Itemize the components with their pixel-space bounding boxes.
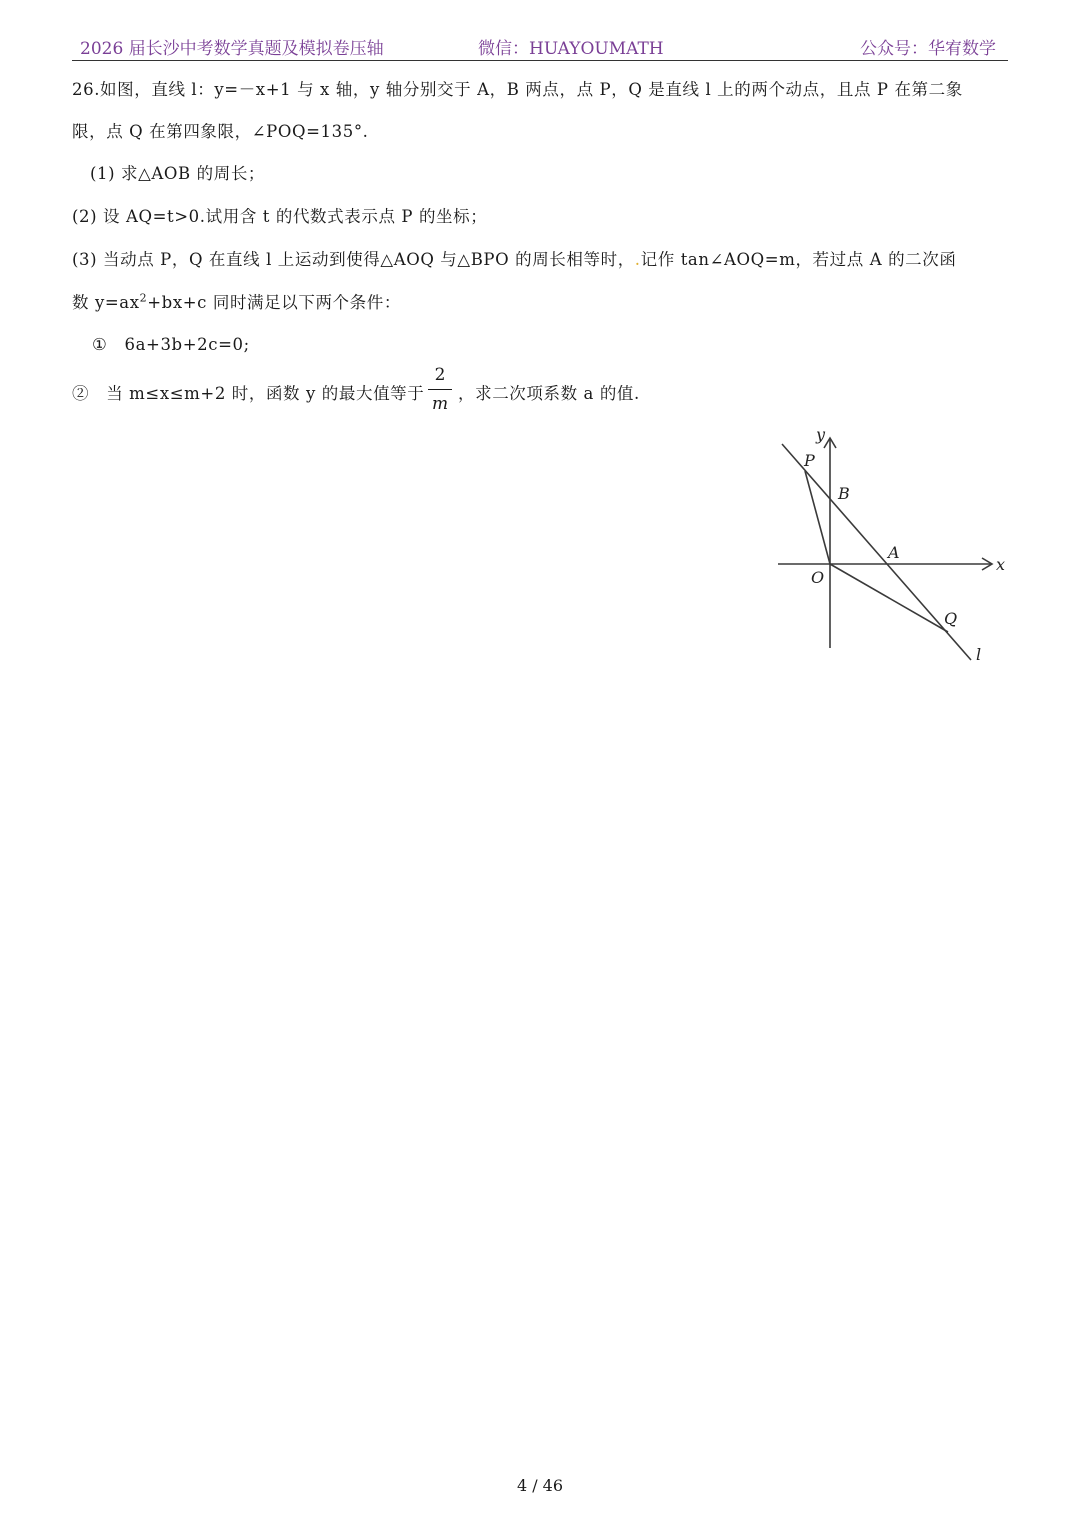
stray-mark: . — [634, 250, 641, 269]
label-O: O — [811, 568, 825, 587]
page-header — [72, 30, 1008, 61]
question-part3-continued — [72, 289, 401, 313]
line-l — [782, 444, 971, 660]
problem-intro-line2: 限，点 Q 在第四象限，∠POQ=135°. — [72, 122, 369, 141]
question-part3 — [72, 246, 956, 270]
question-part2: (2) 设 AQ=t>0.试用含 t 的代数式表示点 P 的坐标； — [72, 207, 488, 226]
header-account: 公众号：华宥数学 — [860, 39, 996, 59]
question-part3-text-a: (3) 当动点 P，Q 在直线 l 上运动到使得△AOQ 与△BPO 的周长相等时， — [72, 250, 635, 269]
page-number: 4 / 46 — [516, 1476, 564, 1495]
fraction-denominator: m — [431, 394, 449, 415]
label-l: l — [976, 645, 982, 664]
problem-intro-line1: 26.如图，直线 l：y=－x+1 与 x 轴，y 轴分别交于 A，B 两点，点 P，Q 是直线 l 上的两个动点，且点 P 在第二象 — [72, 80, 963, 99]
exponent: 2 — [139, 291, 148, 305]
label-Q: Q — [944, 609, 958, 628]
question-part1: (1) 求△AOB 的周长； — [90, 164, 266, 183]
fraction-numerator: 2 — [434, 365, 446, 385]
label-x: x — [996, 555, 1006, 574]
fraction-2-over-m — [428, 364, 452, 415]
label-A: A — [888, 543, 900, 562]
label-P: P — [804, 451, 815, 470]
header-wechat: 微信：HUAYOUMATH — [478, 39, 664, 59]
geometry-figure — [768, 424, 1018, 674]
fraction-bar — [428, 389, 452, 390]
condition-2-text: ② 当 m≤x≤m+2 时，函数 y 的最大值等于 — [72, 384, 425, 403]
question-part3-text-b: 记作 tan∠AOQ=m，若过点 A 的二次函 — [640, 250, 957, 269]
label-B: B — [838, 484, 850, 503]
quadratic-text-b: +bx+c 同时满足以下两个条件： — [147, 293, 401, 312]
label-y: y — [816, 425, 826, 444]
quadratic-text-a: 数 y=ax — [72, 293, 140, 312]
condition-2-tail: ，求二次项系数 a 的值. — [458, 384, 640, 403]
segment-OQ — [830, 564, 948, 632]
header-title: 2026 届长沙中考数学真题及模拟卷压轴 — [80, 39, 384, 59]
condition-1: ① 6a+3b+2c=0; — [92, 335, 250, 354]
